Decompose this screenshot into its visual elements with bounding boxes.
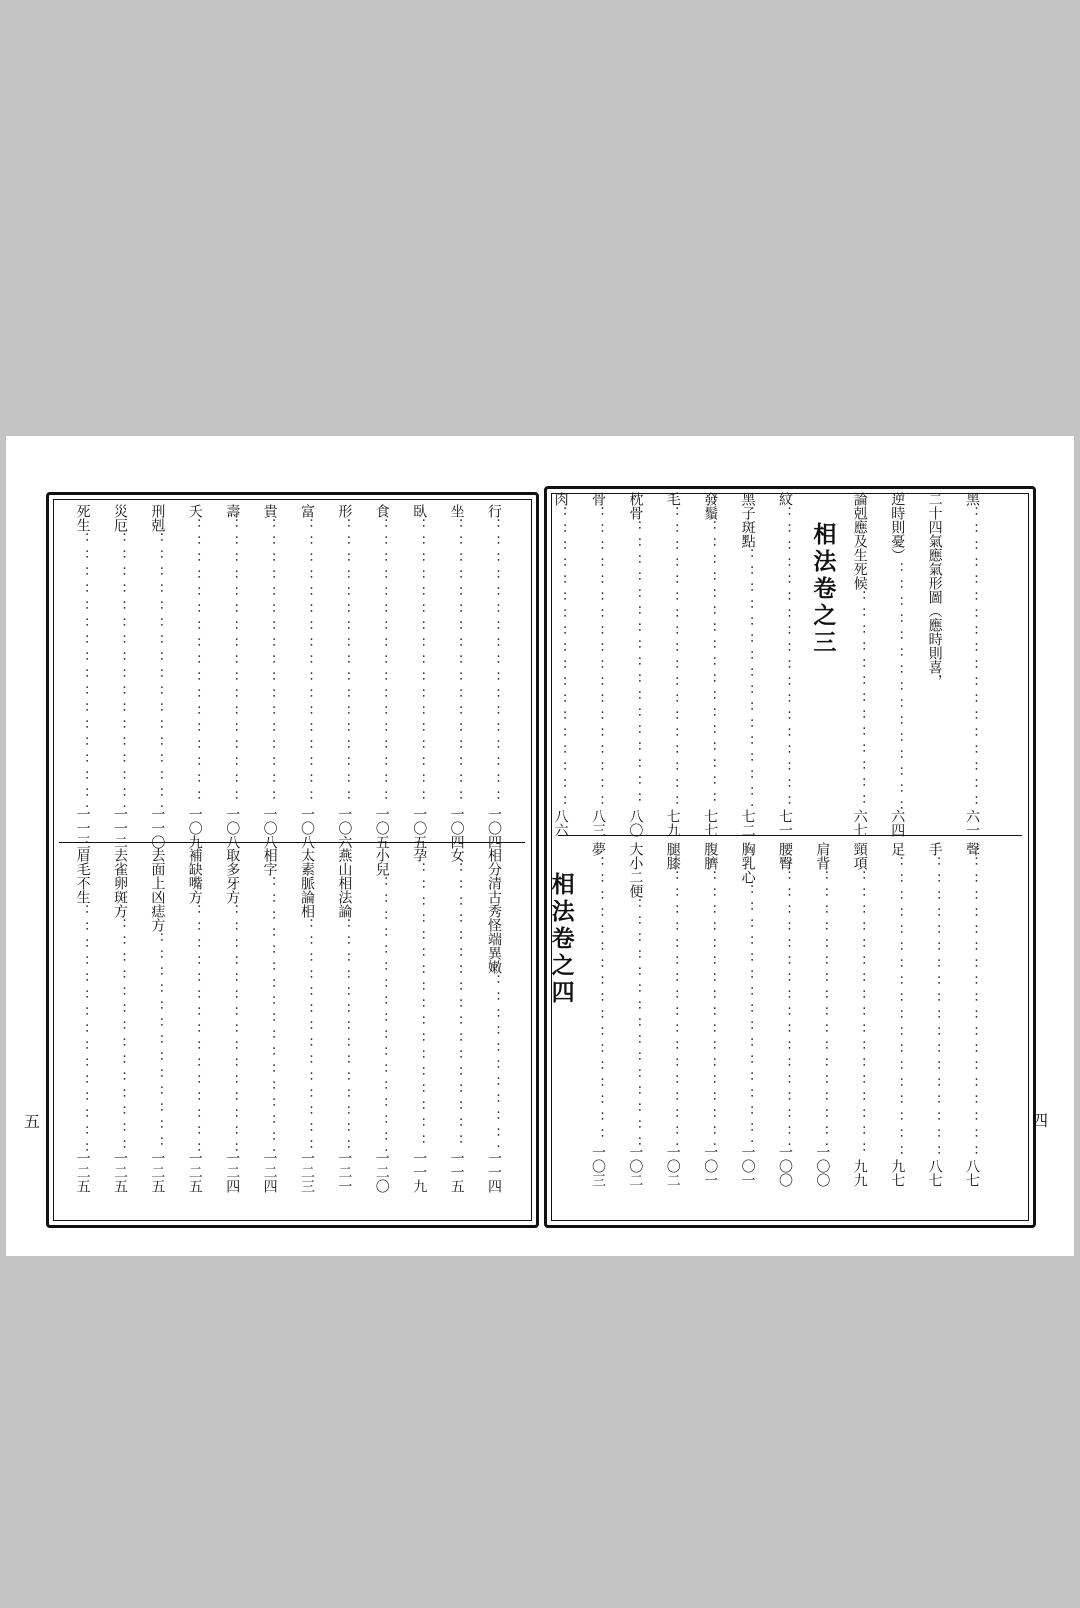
- toc-entry-page-number: 一二三: [299, 1151, 315, 1193]
- toc-entry-page-number: 一一三: [74, 807, 91, 849]
- dot-leader: [446, 518, 468, 807]
- dot-leader: [296, 518, 318, 807]
- toc-entry-title: 黑: [964, 492, 980, 506]
- toc-entry-title: 足: [889, 842, 906, 856]
- toc-entry[interactable]: [811, 842, 833, 1187]
- toc-entry-title: 相分清古秀怪端異嫩: [486, 848, 502, 974]
- toc-entry[interactable]: [662, 842, 684, 1187]
- toc-entry-page-number: 一二五: [149, 1151, 166, 1193]
- dot-leader: [624, 520, 646, 809]
- toc-entry-page-number: 一〇五: [411, 807, 428, 849]
- toc-entry-title: 二十四氣應氣形圖（應時則喜，: [926, 492, 943, 688]
- toc-entry-title: 肩背: [814, 842, 831, 870]
- toc-entry-page-number: 一〇一: [702, 1145, 719, 1187]
- toc-entry-page-number: 六一: [964, 809, 980, 837]
- dot-leader: [109, 918, 131, 1151]
- toc-entry-title: 腿膝: [664, 842, 681, 870]
- toc-entry[interactable]: [296, 848, 318, 1193]
- toc-entry-page-number: 六七: [851, 809, 868, 837]
- toc-entry-title: 取多牙方: [224, 848, 241, 904]
- toc-entry-page-number: 八六: [552, 809, 569, 837]
- toc-entry-title: 壽: [224, 504, 241, 518]
- toc-entry-title: 坐: [448, 504, 465, 518]
- toc-entry-title: 死生: [74, 504, 91, 532]
- dot-leader: [146, 932, 168, 1151]
- toc-entry-page-number: 一二五: [186, 1151, 203, 1193]
- dot-leader: [774, 870, 796, 1145]
- toc-entry[interactable]: [184, 848, 206, 1193]
- toc-entry-title: 手: [926, 842, 943, 856]
- toc-entry-page-number: 一〇九: [186, 807, 203, 849]
- toc-entry[interactable]: [699, 842, 721, 1187]
- toc-entry-title: 補缺嘴方: [186, 848, 203, 904]
- toc-entry[interactable]: [587, 842, 609, 1187]
- toc-entry[interactable]: [72, 504, 94, 849]
- toc-entry[interactable]: [699, 492, 721, 837]
- dot-leader: [849, 590, 871, 809]
- toc-entry-title: 太素脈論相: [299, 848, 315, 918]
- toc-entry[interactable]: [371, 848, 393, 1193]
- toc-entry-page-number: 一〇四: [486, 807, 502, 849]
- toc-entry-title: 燕山相法論: [336, 848, 353, 918]
- toc-entry[interactable]: [72, 848, 94, 1193]
- toc-entry[interactable]: [408, 848, 430, 1193]
- dot-leader: [146, 532, 168, 807]
- toc-entry-page-number: 九九: [851, 1159, 868, 1187]
- dot-leader: [737, 548, 759, 809]
- dot-leader: [221, 518, 243, 807]
- toc-entry-page-number: 一〇六: [336, 807, 353, 849]
- dot-leader: [737, 884, 759, 1145]
- dot-leader: [662, 870, 684, 1145]
- right-page-folio: 四: [1032, 1111, 1049, 1130]
- dot-leader: [699, 870, 721, 1145]
- toc-entry-title: 食: [373, 504, 390, 518]
- toc-entry[interactable]: [961, 842, 983, 1187]
- toc-entry-title: 黑子斑點: [739, 492, 756, 548]
- toc-entry[interactable]: [221, 504, 243, 849]
- toc-entry-title: 胸乳心: [739, 842, 756, 884]
- toc-entry-title: 發鬚: [702, 492, 719, 520]
- toc-entry-title: 眉毛不生: [74, 848, 91, 904]
- dot-leader: [662, 506, 684, 809]
- toc-entry[interactable]: [624, 492, 646, 837]
- toc-entry-title: 相字: [261, 848, 278, 876]
- toc-entry[interactable]: [109, 848, 131, 1193]
- dot-leader: [624, 898, 646, 1145]
- dot-leader: [811, 870, 833, 1145]
- toc-entry-title: 去面上凶痣方: [149, 848, 166, 932]
- toc-entry-title: 小兒: [373, 848, 390, 876]
- toc-entry-title: 枕骨: [627, 492, 644, 520]
- toc-entry[interactable]: [408, 504, 430, 849]
- toc-entry-page-number: 六四: [889, 809, 906, 837]
- toc-entry-page-number: 一〇三: [590, 1145, 606, 1187]
- toc-entry-page-number: 一〇四: [448, 807, 465, 849]
- toc-entry[interactable]: [737, 492, 759, 837]
- toc-entry[interactable]: [333, 504, 355, 849]
- toc-entry-page-number: 一一二: [112, 807, 128, 849]
- toc-entry-title: 紋: [777, 492, 793, 506]
- toc-entry[interactable]: [184, 504, 206, 849]
- dot-leader: [184, 518, 206, 807]
- dot-leader: [699, 520, 721, 809]
- dot-leader: [371, 518, 393, 807]
- dot-leader: [72, 904, 94, 1151]
- toc-entry[interactable]: [961, 492, 983, 837]
- toc-entry-page-number: 八〇: [627, 809, 644, 837]
- volume-heading: 相法卷之三: [809, 522, 837, 657]
- toc-entry-page-number: 一二四: [224, 1151, 241, 1193]
- toc-entry[interactable]: [483, 504, 505, 849]
- dot-leader: [408, 862, 430, 1151]
- toc-entry-page-number: 九七: [889, 1159, 906, 1187]
- toc-entry-title: 形: [336, 504, 353, 518]
- toc-entry-title: 臥: [411, 504, 428, 518]
- toc-entry[interactable]: [296, 504, 318, 849]
- toc-entry[interactable]: [624, 842, 646, 1187]
- toc-entry-title: 頸項: [851, 842, 868, 870]
- toc-entry[interactable]: [924, 492, 946, 837]
- toc-entry-page-number: 一一四: [486, 1151, 502, 1193]
- toc-entry-page-number: 一二四: [261, 1151, 278, 1193]
- toc-entry[interactable]: [446, 504, 468, 849]
- dot-leader: [550, 506, 572, 809]
- toc-entry[interactable]: [774, 842, 796, 1187]
- toc-entry-title: 去雀卵斑方: [112, 848, 128, 918]
- toc-entry[interactable]: [333, 848, 355, 1193]
- toc-entry[interactable]: [849, 492, 871, 837]
- toc-entry[interactable]: [662, 492, 684, 837]
- dot-leader: [221, 904, 243, 1151]
- toc-entry-page-number: 一〇二: [664, 1145, 681, 1187]
- toc-entry[interactable]: [446, 848, 468, 1193]
- toc-entry[interactable]: [924, 842, 946, 1187]
- toc-entry-page-number: 一一九: [411, 1151, 428, 1193]
- toc-entry[interactable]: [221, 848, 243, 1193]
- dot-leader: [774, 506, 796, 809]
- toc-entry-title: 富: [299, 504, 315, 518]
- dot-leader: [184, 904, 206, 1151]
- toc-entry-page-number: 一〇五: [373, 807, 390, 849]
- toc-entry[interactable]: [886, 492, 908, 837]
- dot-leader: [371, 876, 393, 1151]
- dot-leader: [849, 870, 871, 1159]
- volume-heading: 相法卷之四: [547, 872, 575, 1007]
- toc-entry-title: 毛: [664, 492, 681, 506]
- dot-leader: [333, 918, 355, 1151]
- toc-entry-title: 孕: [411, 848, 428, 862]
- toc-entry-page-number: 七九: [664, 809, 681, 837]
- toc-entry-title: 腹臍: [702, 842, 719, 870]
- toc-entry-page-number: 一〇一: [739, 1145, 756, 1187]
- toc-entry[interactable]: [109, 504, 131, 849]
- dot-leader: [587, 506, 609, 809]
- toc-entry-page-number: 七二: [739, 809, 756, 837]
- toc-entry[interactable]: [146, 848, 168, 1193]
- toc-entry[interactable]: [259, 504, 281, 849]
- dot-leader: [924, 856, 946, 1159]
- toc-entry[interactable]: [737, 842, 759, 1187]
- dot-leader: [886, 856, 908, 1159]
- toc-entry-page-number: 一〇〇: [814, 1145, 831, 1187]
- toc-entry[interactable]: [483, 848, 505, 1193]
- toc-entry[interactable]: [849, 842, 871, 1187]
- dot-leader: [961, 856, 983, 1159]
- toc-entry-page-number: 一一〇: [149, 807, 166, 849]
- toc-entry[interactable]: [371, 504, 393, 849]
- dot-leader: [296, 918, 318, 1151]
- toc-entry[interactable]: [774, 492, 796, 837]
- toc-entry-page-number: 一〇八: [224, 807, 241, 849]
- toc-entry-page-number: 一二一: [336, 1151, 353, 1193]
- toc-entry[interactable]: [550, 492, 572, 837]
- toc-entry-title: 災厄: [112, 504, 128, 532]
- toc-entry[interactable]: [259, 848, 281, 1193]
- toc-entry-page-number: 八七: [964, 1159, 980, 1187]
- dot-leader: [259, 876, 281, 1151]
- toc-entry-title: 貴: [261, 504, 278, 518]
- toc-entry-page-number: 七七: [702, 809, 719, 837]
- dot-leader: [259, 518, 281, 807]
- toc-entry-title: 女: [448, 848, 465, 862]
- book-spread: [6, 436, 1074, 1256]
- dot-leader: [886, 562, 908, 809]
- toc-entry-page-number: 一二五: [112, 1151, 128, 1193]
- dot-leader: [961, 506, 983, 809]
- toc-entry-title: 論剋應及生死候: [851, 492, 868, 590]
- dot-leader: [446, 862, 468, 1151]
- dot-leader: [72, 532, 94, 807]
- toc-entry-page-number: 七一: [777, 809, 793, 837]
- toc-entry[interactable]: [886, 842, 908, 1187]
- toc-entry-title: 逆時則憂）: [889, 492, 906, 562]
- toc-entry-title: 夭: [186, 504, 203, 518]
- toc-entry-title: 大小二便: [627, 842, 644, 898]
- toc-entry-page-number: 一二〇: [373, 1151, 390, 1193]
- toc-entry-title: 夢: [590, 842, 606, 856]
- toc-entry-title: 聲: [964, 842, 980, 856]
- toc-entry-title: 刑剋: [149, 504, 166, 532]
- dot-leader: [109, 532, 131, 807]
- toc-entry-title: 肉: [552, 492, 569, 506]
- toc-entry-title: 腰臀: [777, 842, 793, 870]
- toc-entry-page-number: 一〇〇: [777, 1145, 793, 1187]
- toc-entry-title: 行: [486, 504, 502, 518]
- toc-entry-page-number: 八三: [590, 809, 606, 837]
- toc-entry[interactable]: [587, 492, 609, 837]
- dot-leader: [408, 518, 430, 807]
- toc-entry-page-number: 一二五: [74, 1151, 91, 1193]
- toc-entry-page-number: 一〇八: [261, 807, 278, 849]
- left-page-folio: 五: [24, 1112, 41, 1131]
- toc-entry-page-number: 一〇八: [299, 807, 315, 849]
- toc-entry-page-number: 八七: [926, 1159, 943, 1187]
- toc-entry[interactable]: [146, 504, 168, 849]
- toc-entry-title: 骨: [590, 492, 606, 506]
- toc-entry-page-number: 一〇二: [627, 1145, 644, 1187]
- dot-leader: [483, 974, 505, 1151]
- toc-entry-page-number: 一一五: [448, 1151, 465, 1193]
- dot-leader: [587, 856, 609, 1145]
- dot-leader: [333, 518, 355, 807]
- dot-leader: [483, 518, 505, 807]
